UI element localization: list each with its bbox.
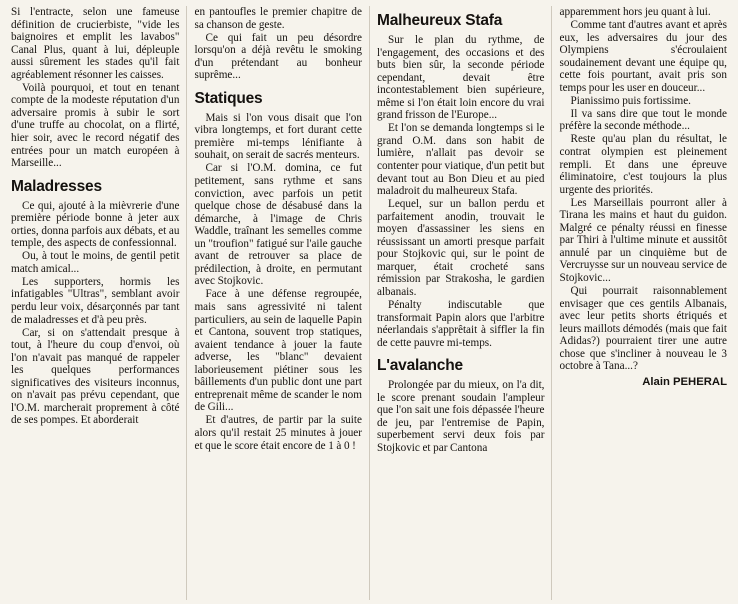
paragraph: Et l'on se demanda longtemps si le grand O.M. dans son habit de lumière, n'allait pas devoir se contenter pour viatique, d'un petit but devant tout au Bon Dieu et au pied maladroit du malheureux Stafa. xyxy=(376,122,545,198)
column-2 xyxy=(186,6,369,600)
paragraph: Pianissimo puis fortissime. xyxy=(570,94,691,107)
paragraph: Si l'entracte, selon une fameuse définition de crucierbiste, "vide les baignoires et emplit les lavabos" Canal Plus, quant à lui, dépleuple aussi sûrement les stades qu'il fait agréablement résonner les caisses. xyxy=(11,6,180,81)
paragraph: Ou, à tout le moins, de gentil petit match amical... xyxy=(11,250,180,275)
paragraph: Prolongée par du mieux, on l'a dit, le score prenant soudain l'ampleur que l'on sait une fois dépassée l'heure de jeu, par l'entremise de Papin, superbement servi deux fois par Stojkovic et par Cantona xyxy=(376,379,545,454)
section-heading-malheureux-stafa: Malheureux Stafa xyxy=(376,12,503,29)
paragraph: Les supporters, hormis les infatigables "Ultras", semblant avoir perdu leur voix, désarçonnés par tant de maladresses et d'à peu près. xyxy=(11,275,180,326)
paragraph: apparemment hors jeu quant à lui. xyxy=(559,6,711,18)
paragraph: Face à une défense regroupée, mais sans agressivité ni talent particuliers, au sein de laquelle Papin et Cantona, souvent trop statiques, avaient tendance à jouer la faute adverse, les "blanc" devaient laborieusement piétiner sous les bâillements d'un public dont une part entreprenait même de scander le nom de Gili... xyxy=(194,288,362,414)
paragraph: Les Marseillais pourront aller à Tirana les mains et haut du guidon. Malgré ce pénalty réussi en finesse par Thiri à l'ultime minute et aussitôt annulé par un cinquième but de Vercruysse sur un nouveau service de Stojkovic... xyxy=(559,196,727,284)
paragraph: en pantoufles le premier chapitre de sa chanson de geste. xyxy=(194,6,362,31)
section-heading-maladresses: Maladresses xyxy=(11,177,102,195)
paragraph: Car si l'O.M. domina, ce fut petitement, sans rythme et sans conviction, avec parfois un petit quelque chose de désabusé dans la démarche, à l'image de Chris Waddle, traînant les semelles comme un "troufion" fatigué sur l'aile gauche avant de retrouver sa place de prédilection, à droite, en permutant avec Stojkovic. xyxy=(194,162,362,288)
paragraph: Comme tant d'autres avant et après eux, les adversaires du jour des Olympiens s'écroulaient soudainement devant une équipe qu, cette fois pourtant, avait pris son temps pour les user en douceur... xyxy=(559,19,727,94)
column-3 xyxy=(369,6,552,600)
paragraph: Voilà pourquoi, et tout en tenant compte de la modeste réputation d'un adversaire promis à subir le sort d'une truffe au chocolat, on a flirté, hier soir, avec le record négatif des entrées pour un match européen à Marseille... xyxy=(11,81,180,170)
paragraph: Reste qu'au plan du résultat, le contrat olympien est pleinement rempli. Et dans une épreuve éliminatoire, c'est toujours la plus urgente des priorités. xyxy=(559,133,727,196)
column-1 xyxy=(4,6,186,600)
paragraph: Et d'autres, de partir par la suite alors qu'il restait 25 minutes à jouer et que le score était encore de 1 à 0 ! xyxy=(194,414,362,452)
section-heading-statiques: Statiques xyxy=(194,89,263,107)
paragraph: Pénalty indiscutable que transformait Papin alors que l'arbitre néerlandais s'apprêtait à siffler la fin de cette pauvre mi-temps. xyxy=(376,298,545,349)
column-4 xyxy=(551,6,734,600)
paragraph: Sur le plan du rythme, de l'engagement, des occasions et des buts bien sûr, la seconde période cependant, devait être incontestablement bien supérieure, même si l'on était loin encore du vrai grand frisson de l'Europe... xyxy=(376,34,545,122)
paragraph: Il va sans dire que tout le monde préfère la seconde méthode... xyxy=(559,107,727,133)
paragraph: Mais si l'on vous disait que l'on vibra longtemps, et fort durant cette première mi-temps lénifiante à souhait, on serait de sacrés menteurs. xyxy=(194,111,362,162)
paragraph: Ce qui, ajouté à la mièvrerie d'une première période bonne à jeter aux orties, donna parfois aux débats, et au temple, des aspects de confessionnal. xyxy=(11,199,180,250)
article-byline: Alain PEHERAL xyxy=(642,375,727,388)
paragraph: Qui pourrait raisonnablement envisager que ces gentils Albanais, avec leur petits shorts étriqués et leurs maillots démodés (mais que fait Adidas?) pourraient tirer une autre chose que s'incliner à nouveau le 3 octobre à Tana...? xyxy=(559,285,727,373)
paragraph: Lequel, sur un ballon perdu et parfaitement anodin, trouvait le moyen d'assassiner les siens en réussissant un amorti presque parfait pour Stojkovic qui, sur le point de marquer, était crocheté sans rémission par Strakosha, le gardien albanais. xyxy=(376,198,545,298)
paragraph: Ce qui fait un peu désordre lorsqu'on a déjà revêtu le smoking d'un prétendant au bonheur suprême... xyxy=(194,31,362,82)
section-heading-lavalanche: L'avalanche xyxy=(376,357,463,375)
paragraph: Car, si on s'attendait presque à tout, à l'heure du coup d'envoi, où l'on n'avait pas manqué de rappeler les quelques performances significatives des visiteurs inconnus, on n'avait pas prévu cependant, que l'O.M. marcherait proprement à côté de ses pompes. Et aborderait xyxy=(11,326,180,427)
